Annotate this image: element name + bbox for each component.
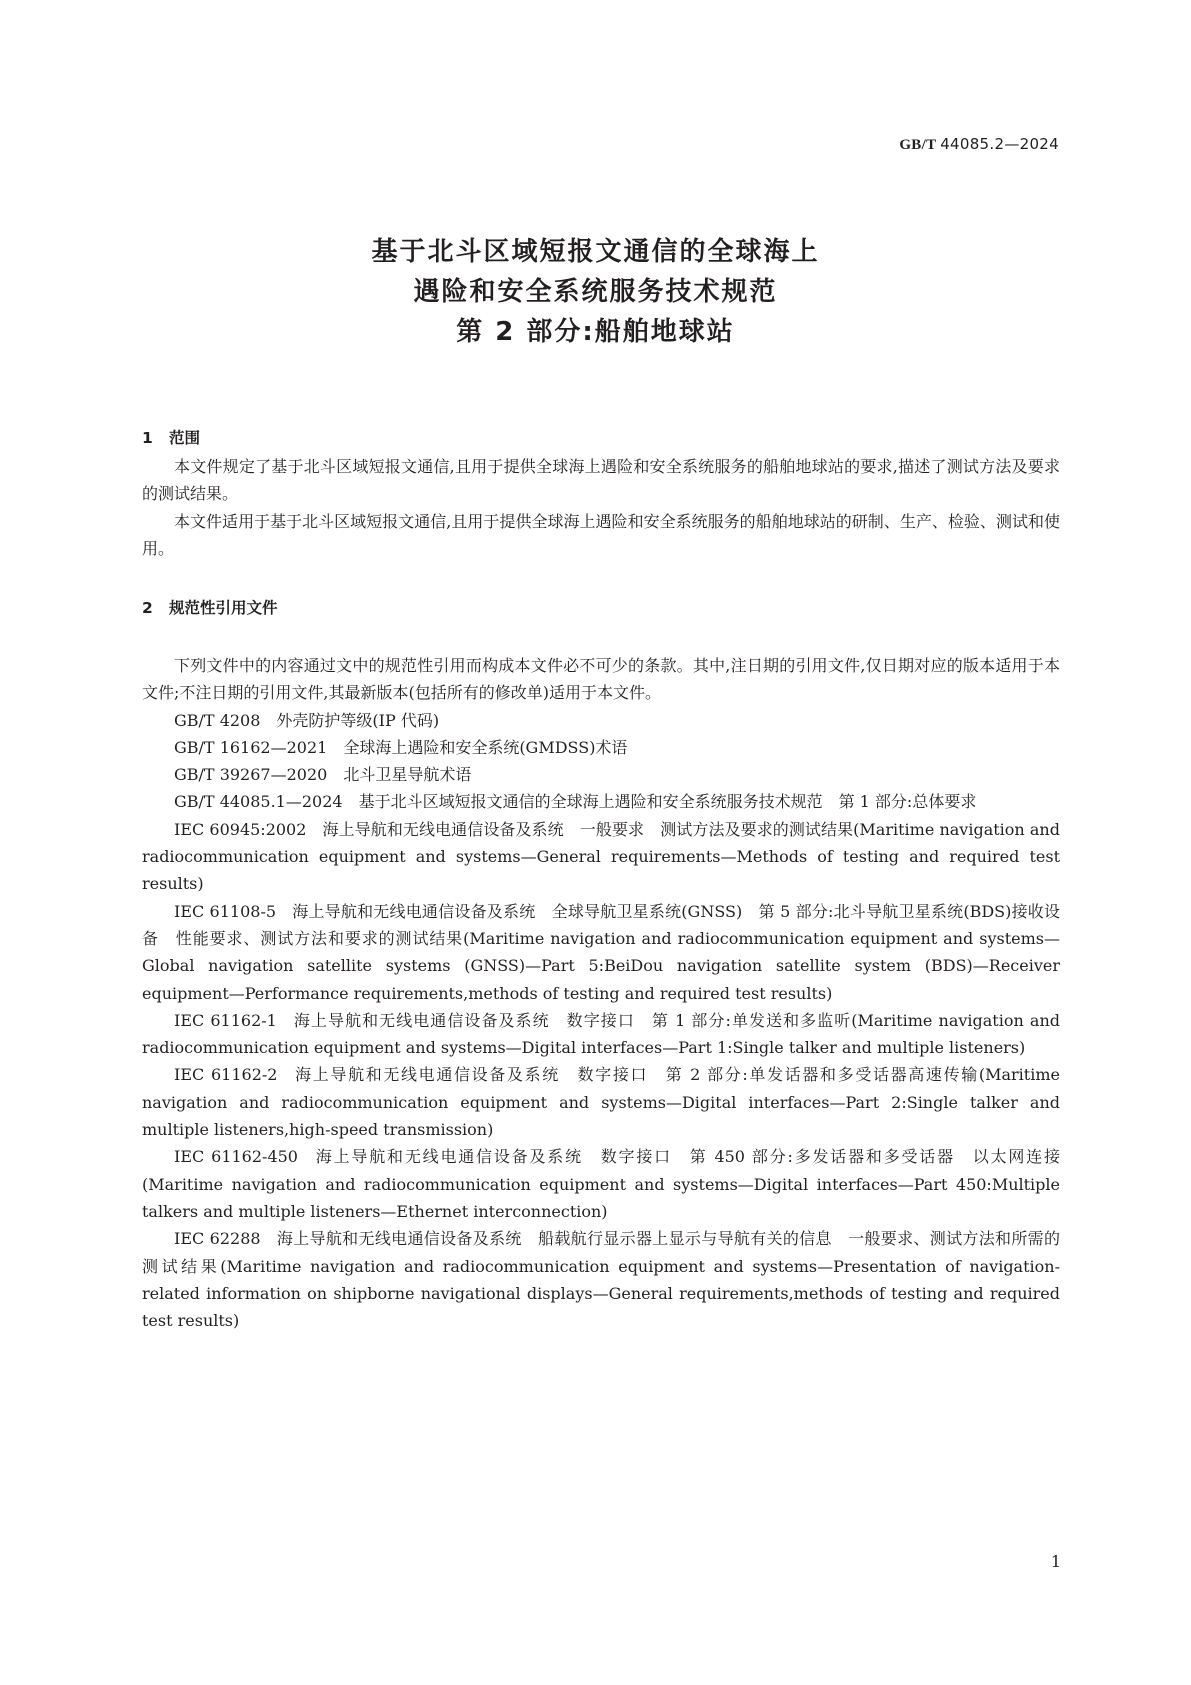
reference-entry <box>142 1061 1060 1143</box>
scope-paragraph-2: 本文件适用于基于北斗区域短报文通信,且用于提供全球海上遇险和安全系统服务的船舶地球站的研制、生产、检验、测试和使用。 <box>142 511 1060 558</box>
reference-code: IEC 61108-5 <box>174 901 277 921</box>
reference-title: 海上导航和无线电通信设备及系统 全球导航卫星系统(GNSS) 第 5 部分:北斗导航卫星系统(BDS)接收设备 性能要求、测试方法和要求的测试结果(Maritime navigation and radiocommunication equipment and systems—Global navigation satellite systems (GNSS)—Part 5:BeiDou navigation satellite system (BDS)—Receiver equipment—Performance requirements,methods of testing and required test results) <box>142 901 1061 1003</box>
standard-code <box>899 135 1059 154</box>
section-number: 1 <box>142 429 153 447</box>
section-title: 规范性引用文件 <box>169 599 278 617</box>
section-1-body <box>142 453 1060 562</box>
reference-entry <box>142 788 1060 815</box>
reference-title: 基于北斗区域短报文通信的全球海上遇险和安全系统服务技术规范 第 1 部分:总体要求 <box>358 792 977 812</box>
reference-title: 外壳防护等级(IP 代码) <box>276 710 440 730</box>
section-2-body <box>142 652 1060 1334</box>
reference-title: 海上导航和无线电通信设备及系统 船载航行显示器上显示与导航有关的信息 一般要求、测试方法和所需的测试结果(Maritime navigation and radiocommunication equipment and systems—Presentation of navigation-related information on shipborne navigational displays—General requirements,methods of testing and required test results) <box>142 1229 1060 1331</box>
page-number: 1 <box>1050 1552 1061 1571</box>
reference-entry <box>142 1143 1060 1225</box>
standard-prefix: GB/T <box>899 137 937 153</box>
reference-entry <box>142 707 1060 734</box>
reference-entry <box>142 816 1060 898</box>
reference-title: 海上导航和无线电通信设备及系统 数字接口 第 2 部分:单发话器和多受话器高速传输(Maritime navigation and radiocommunication equipment and systems—Digital interfaces—Part 2:Single talker and multiple listeners,high-speed transmission) <box>142 1065 1060 1140</box>
reference-code: IEC 61162-450 <box>174 1147 298 1167</box>
reference-code: GB/T 39267—2020 <box>174 765 328 785</box>
reference-entry <box>142 1225 1060 1334</box>
reference-code: IEC 61162-1 <box>174 1010 277 1030</box>
reference-entry <box>142 761 1060 788</box>
reference-code: IEC 61162-2 <box>174 1065 278 1085</box>
section-1-heading <box>142 426 200 448</box>
reference-code: GB/T 16162—2021 <box>174 737 328 757</box>
reference-title: 全球海上遇险和安全系统(GMDSS)术语 <box>343 737 628 757</box>
document-title <box>0 232 1191 352</box>
title-line-2: 遇险和安全系统服务技术规范 <box>413 277 778 307</box>
section-title: 范围 <box>169 429 201 447</box>
standard-number: 44085.2—2024 <box>940 135 1059 153</box>
section-2-heading <box>142 596 278 618</box>
reference-entry <box>142 1007 1060 1062</box>
reference-code: GB/T 44085.1—2024 <box>174 792 343 812</box>
reference-title: 北斗卫星导航术语 <box>343 765 472 785</box>
reference-code: IEC 62288 <box>174 1229 261 1249</box>
reference-code: GB/T 4208 <box>174 710 261 730</box>
title-line-1: 基于北斗区域短报文通信的全球海上 <box>371 237 820 267</box>
reference-entry <box>142 734 1060 761</box>
section-number: 2 <box>142 599 153 617</box>
scope-paragraph-1: 本文件规定了基于北斗区域短报文通信,且用于提供全球海上遇险和安全系统服务的船舶地球站的要求,描述了测试方法及要求的测试结果。 <box>142 457 1060 504</box>
reference-code: IEC 60945:2002 <box>174 819 307 839</box>
reference-entry <box>142 898 1060 1007</box>
references-intro: 下列文件中的内容通过文中的规范性引用而构成本文件必不可少的条款。其中,注日期的引用文件,仅日期对应的版本适用于本文件;不注日期的引用文件,其最新版本(包括所有的修改单)适用于本文件。 <box>142 656 1060 703</box>
reference-title: 海上导航和无线电通信设备及系统 数字接口 第 1 部分:单发送和多监听(Maritime navigation and radiocommunication equipment and systems—Digital interfaces—Part 1:Single talker and multiple listeners) <box>142 1010 1061 1058</box>
reference-title: 海上导航和无线电通信设备及系统 一般要求 测试方法及要求的测试结果(Maritime navigation and radiocommunication equipment and systems—General requirements—Methods of testing and required test results) <box>142 819 1060 894</box>
reference-title: 海上导航和无线电通信设备及系统 数字接口 第 450 部分:多发话器和多受话器 以太网连接(Maritime navigation and radiocommunication equipment and systems—Digital interfaces—Part 450:Multiple talkers and multiple listeners—Ethernet interconnection) <box>142 1147 1060 1221</box>
title-line-3: 第 2 部分:船舶地球站 <box>456 317 735 347</box>
